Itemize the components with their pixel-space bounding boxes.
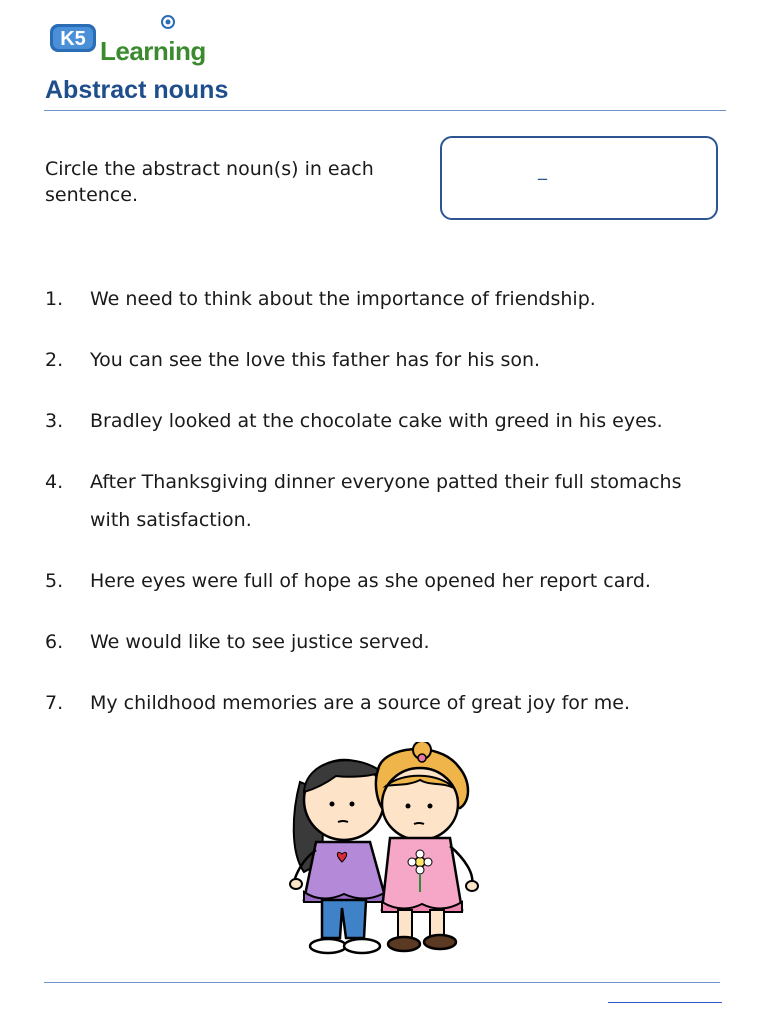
- question-item: [45, 562, 705, 600]
- question-item: [45, 402, 705, 440]
- k5-learning-logo[interactable]: [48, 14, 218, 66]
- question-number: 7.: [45, 692, 64, 714]
- question-number: 5.: [45, 570, 64, 592]
- logo-badge-text: K5: [60, 28, 86, 50]
- instructions: Circle the abstract noun(s) in each sentence.: [45, 158, 374, 206]
- title-divider: [44, 110, 726, 111]
- question-number: 4.: [45, 471, 64, 493]
- question-text[interactable]: We need to think about the importance of friendship.: [90, 288, 596, 310]
- question-item: [45, 463, 705, 539]
- question-item: [45, 280, 705, 318]
- question-number: 2.: [45, 349, 64, 371]
- question-text[interactable]: After Thanksgiving dinner everyone patted their full stomachs with satisfaction.: [90, 471, 682, 531]
- two-girls-hugging-illustration: [282, 742, 482, 964]
- question-number: 1.: [45, 288, 64, 310]
- question-text[interactable]: You can see the love this father has for his son.: [90, 349, 541, 371]
- question-text[interactable]: We would like to see justice served.: [90, 631, 430, 653]
- answer-box[interactable]: [440, 136, 718, 220]
- question-list: [45, 280, 705, 745]
- footer-link-underline[interactable]: [608, 1002, 722, 1003]
- footer-divider: [44, 982, 720, 983]
- question-item: [45, 684, 705, 722]
- page-title: Abstract nouns: [45, 76, 229, 104]
- logo-text: Learning: [100, 36, 206, 66]
- question-item: [45, 623, 705, 661]
- question-number: 6.: [45, 631, 64, 653]
- question-text[interactable]: Here eyes were full of hope as she opened her report card.: [90, 570, 651, 592]
- question-text[interactable]: Bradley looked at the chocolate cake with greed in his eyes.: [90, 410, 663, 432]
- question-item: [45, 341, 705, 379]
- girls-illustration-icon: [282, 742, 482, 964]
- answer-box-mark: _: [538, 160, 547, 181]
- question-text[interactable]: My childhood memories are a source of great joy for me.: [90, 692, 631, 714]
- question-number: 3.: [45, 410, 64, 432]
